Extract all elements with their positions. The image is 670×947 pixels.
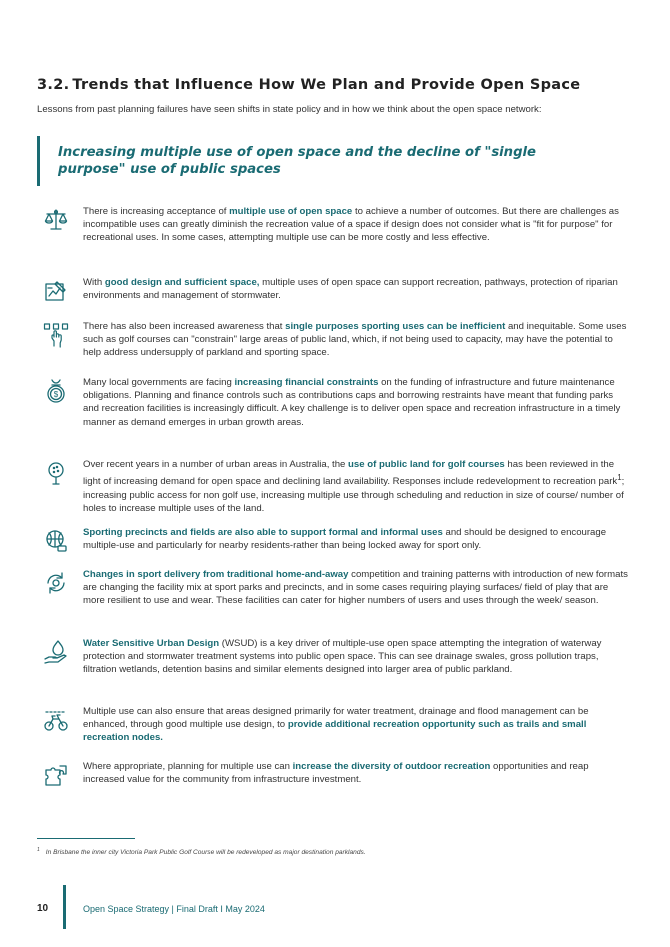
- highlight-text: good design and sufficient space,: [104, 277, 260, 288]
- body-text: has been reviewed in the light of increasing demand for open space and declining land availability. Responses include redevelopment to recreation park: [83, 459, 618, 488]
- list-item-text: [83, 320, 628, 360]
- trail-bike-icon: [43, 707, 69, 733]
- footer-divider: [63, 885, 66, 929]
- svg-text:$: $: [53, 390, 59, 399]
- body-text: and inequitable. Some uses such as golf courses can "constrain" large areas of public land, which, if not being used to capacity, may have the potential to help address undersupply of parkland and sporting space.: [83, 321, 627, 359]
- body-text: opportunities and reap increased value for the community from infrastructure investment.: [83, 761, 589, 786]
- highlight-text: Changes in sport delivery from traditional home-and-away: [83, 569, 349, 580]
- design-plan-icon: [43, 278, 69, 304]
- callout-line-2: purpose" use of public spaces: [58, 162, 281, 177]
- list-item-text: [83, 205, 628, 245]
- footer-text: Open Space Strategy | Final Draft I May 2024: [83, 904, 265, 914]
- hand-select-icon: [43, 322, 69, 348]
- highlight-text: provide additional recreation opportunity such as trails and small recreation nodes.: [83, 719, 587, 744]
- list-item-text: [83, 458, 628, 515]
- body-text: Multiple use can also ensure that areas designed primarily for water treatment, drainage and flood management can be enhanced, through good multiple use design, to: [83, 706, 589, 731]
- highlight-text: multiple use of open space: [229, 206, 353, 217]
- list-item-text: [83, 637, 628, 677]
- callout-box: [37, 136, 560, 186]
- body-text: There is increasing acceptance of: [83, 206, 230, 217]
- list-item-text: [83, 760, 628, 786]
- section-intro: Lessons from past planning failures have seen shifts in state policy and in how we think about the open space network:: [37, 104, 542, 115]
- list-item-text: [83, 376, 628, 429]
- body-text: Over recent years in a number of urban areas in Australia, the: [83, 459, 349, 470]
- footnote-marker: 1: [37, 847, 40, 853]
- footnote-text: In Brisbane the inner city Victoria Park Public Golf Course will be redeveloped as major destination parklands.: [45, 849, 366, 857]
- highlight-text: single purposes sporting uses can be inefficient: [285, 321, 506, 332]
- callout-line-1: Increasing multiple use of open space and the decline of "single: [58, 145, 536, 160]
- body-text: on the funding of infrastructure and future maintenance obligations. Planning and finance controls such as contributions caps and borrowing restraints have meant that funding parks and recreation facilities is increasingly difficult. A key challenge is to deliver open space and recreation infrastructure in a timely manner as demand emerges in urban growth areas.: [83, 377, 621, 428]
- list-item-text: [83, 526, 628, 552]
- list-item-text: [83, 705, 628, 745]
- money-bag-icon: [43, 378, 69, 404]
- body-text: competition and training patterns with introduction of new formats are changing the facility mix at sport parks and precincts, and in some cases requiring playing surfaces/ field of play that are more resilient to use and wear. These facilities can cater for higher numbers of users and uses through the week/ season.: [83, 569, 628, 607]
- puzzle-icon: [43, 762, 69, 788]
- water-drop-hand-icon: [43, 639, 69, 665]
- body-text: There has also been increased awareness that: [83, 321, 286, 332]
- footnote-ref: 1: [617, 473, 622, 483]
- body-text: ; increasing public access for non golf use, increasing multiple use through scheduling and reduction in size of course/ number of holes to increase multiple uses of the land.: [83, 476, 625, 514]
- section-title: [37, 77, 580, 93]
- highlight-text: use of public land for golf courses: [348, 459, 505, 470]
- cycle-arrows-icon: [43, 570, 69, 596]
- sports-ball-icon: [43, 528, 69, 554]
- highlight-text: increasing financial constraints: [234, 377, 379, 388]
- list-item-text: [83, 276, 628, 302]
- body-text: (WSUD) is a key driver of multiple-use open space attempting the integration of waterway protection and stormwater treatment systems into public open space. This can see drainage swales, gross pollution traps, filtration wetlands, detention basins and similar elements designed into larger area of public parkland.: [83, 638, 602, 676]
- body-text: to achieve a number of outcomes. But there are challenges as incompatible uses can greatly diminish the recreation value of a space if design does not consider what is "fit for purpose" for recreational uses. In some cases, attempting multiple use can be more costly and less effective.: [83, 206, 619, 244]
- body-text: and should be designed to encourage multiple-use and particularly for nearby residents-rather than being locked away for sport only.: [83, 527, 607, 552]
- page-number: 10: [37, 903, 49, 914]
- section-title-text: Trends that Influence How We Plan and Provide Open Space: [72, 77, 581, 93]
- highlight-text: Sporting precincts and fields are also able to support formal and informal uses: [83, 527, 443, 538]
- body-text: multiple uses of open space can support recreation, pathways, protection of riparian environments and management of stormwater.: [83, 277, 618, 302]
- highlight-text: Water Sensitive Urban Design: [83, 638, 220, 649]
- scales-icon: [43, 207, 69, 233]
- footnote-divider: [37, 838, 135, 839]
- section-number: 3.2.: [37, 77, 70, 93]
- body-text: With: [83, 277, 105, 288]
- body-text: Many local governments are facing: [83, 377, 235, 388]
- footnote: [37, 847, 366, 856]
- callout-heading: [40, 136, 560, 178]
- body-text: Where appropriate, planning for multiple use can: [83, 761, 293, 772]
- list-item-text: [83, 568, 628, 608]
- golf-ball-icon: [43, 460, 69, 486]
- highlight-text: increase the diversity of outdoor recreation: [292, 761, 491, 772]
